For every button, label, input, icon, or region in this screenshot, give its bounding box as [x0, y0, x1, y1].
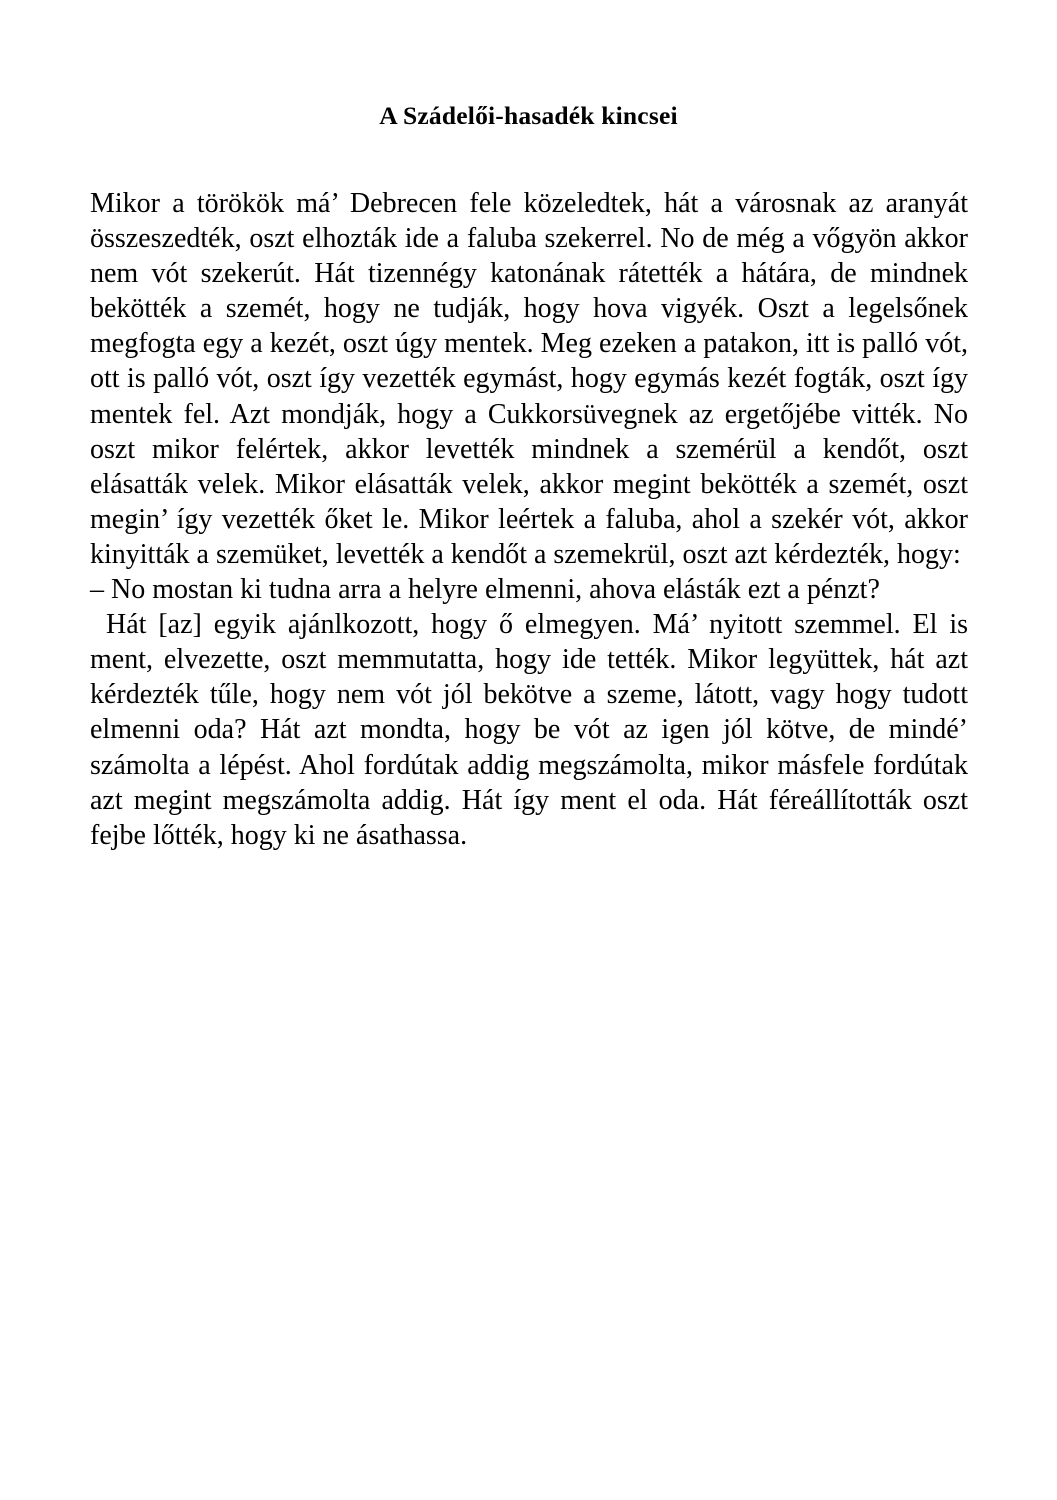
document-body [90, 186, 968, 853]
body-paragraph-2: Hát [az] egyik ajánlkozott, hogy ő elmegyen. Má’ nyitott szemmel. El is ment, elvezette, oszt memmutatta, hogy ide tették. Mikor legyüttek, hát azt kérdezték tűle, hogy nem vót jól bekötve a szeme, látott, vagy hogy tudott elmenni oda? Hát azt mondta, hogy be vót az igen jól kötve, de mindé’ számolta a lépést. Ahol fordútak addig megszámolta, mikor másfele fordútak azt megint megszámolta addig. Hát így ment el oda. Hát féreállították oszt fejbe lőtték, hogy ki ne ásathassa. [90, 609, 968, 851]
body-paragraph-1: Mikor a törökök má’ Debrecen fele közeledtek, hát a városnak az aranyát összeszedték, oszt elhozták ide a faluba szekerrel. No de még a vőgyön akkor nem vót szekerút. Hát tizennégy katonának rátették a hátára, de mindnek bekötték a szemét, hogy ne tudják, hogy hova vigyék. Oszt a legelsőnek megfogta egy a kezét, oszt úgy mentek. Meg ezeken a patakon, itt is palló vót, ott is palló vót, oszt így vezették egymást, hogy egymás kezét fogták, oszt így mentek fel. Azt mondják, hogy a Cukkorsüvegnek az ergetőjébe vitték. No oszt mikor felértek, akkor levették mindnek a szemérül a kendőt, oszt elásatták velek. Mikor elásatták velek, akkor megint bekötték a szemét, oszt megin’ így vezették őket le. Mikor leértek a faluba, ahol a szekér vót, akkor kinyitták a szemüket, levették a kendőt a szemekrül, oszt azt kérdezték, hogy: [90, 188, 968, 570]
page-title: A Szádelői-hasadék kincsei [379, 101, 678, 131]
dialogue-line: – No mostan ki tudna arra a helyre elmenni, ahova elásták ezt a pénzt? [90, 574, 880, 606]
